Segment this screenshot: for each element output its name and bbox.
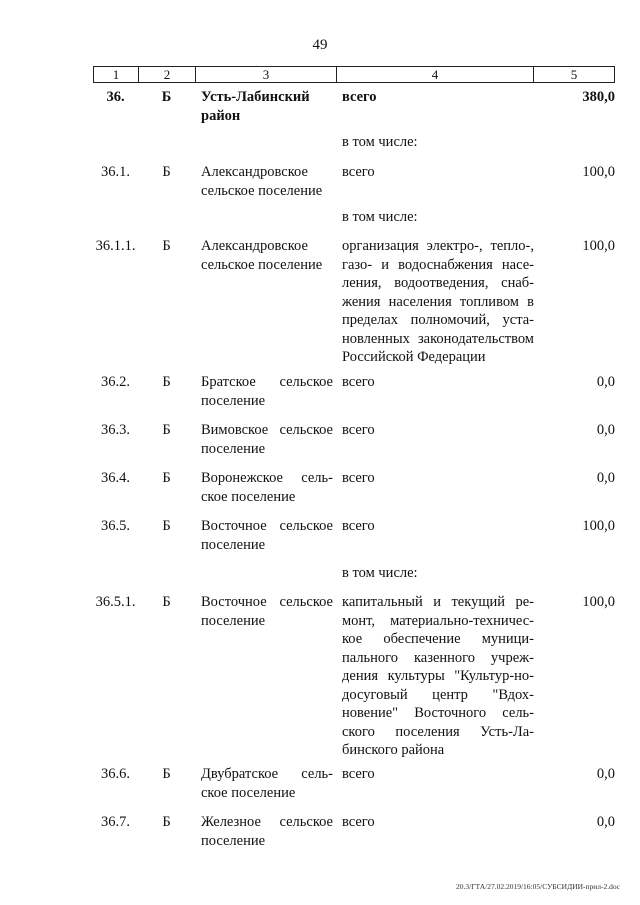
row-number: 36.1.1. xyxy=(95,238,136,254)
row-purpose: всего xyxy=(342,164,375,180)
row-name: Воронежское сель-ское поселение xyxy=(201,470,333,505)
row-amount: 100,0 xyxy=(582,594,615,610)
row-purpose: всего xyxy=(342,422,375,438)
row-category: Б xyxy=(162,766,171,782)
header-col-3: 3 xyxy=(196,67,337,82)
row-category: Б xyxy=(162,422,171,438)
row-amount: 0,0 xyxy=(596,766,615,782)
row-name: Александровское сельское поселение xyxy=(201,164,323,199)
row-amount: 100,0 xyxy=(582,518,615,534)
row-amount: 0,0 xyxy=(596,374,615,390)
row-category: Б xyxy=(162,470,171,486)
row-number: 36.2. xyxy=(101,374,130,390)
row-name: Двубратское сель-ское поселение xyxy=(201,766,333,801)
row-number: 36.1. xyxy=(101,164,130,180)
row-name: Восточное сельское поселение xyxy=(201,594,333,629)
row-category: Б xyxy=(161,89,172,105)
row-purpose: всего xyxy=(342,518,375,534)
row-name: Восточное сельское поселение xyxy=(201,518,333,553)
file-footer: 20.3/ГТА/27.02.2019/16:05/СУБСИДИИ-прил-2.doc xyxy=(455,882,620,891)
row-name: Вимовское сельское поселение xyxy=(201,422,333,457)
row-name: Усть-Лабинский район xyxy=(201,89,310,124)
row-number: 36.6. xyxy=(101,766,130,782)
header-col-5: 5 xyxy=(570,67,578,82)
row-name: Железное сельское поселение xyxy=(201,814,333,849)
including-label: в том числе: xyxy=(342,209,418,225)
row-category: Б xyxy=(162,238,171,254)
row-purpose: всего xyxy=(342,814,375,830)
page-number: 49 xyxy=(312,37,328,53)
row-purpose: всего xyxy=(342,374,375,390)
including-label: в том числе: xyxy=(342,134,418,150)
row-purpose: всего xyxy=(342,89,377,105)
row-category: Б xyxy=(162,594,171,610)
row-amount: 100,0 xyxy=(582,164,615,180)
row-amount: 0,0 xyxy=(596,422,615,438)
row-name: Братское сельское поселение xyxy=(201,374,333,409)
header-col-1: 1 xyxy=(94,67,139,82)
row-purpose: всего xyxy=(342,470,375,486)
row-category: Б xyxy=(162,814,171,830)
row-purpose: организация электро-, тепло-, газо- и водоснабжения насе-ления, водоотведения, снаб-жения населения топливом в пределах полномочий, уста-новленных законодательством Российской Федерации xyxy=(342,238,534,365)
row-number: 36.4. xyxy=(101,470,130,486)
row-number: 36.3. xyxy=(101,422,130,438)
row-category: Б xyxy=(162,518,171,534)
header-col-2: 2 xyxy=(139,67,196,82)
row-purpose: капитальный и текущий ре-монт, материально-техничес-кое обеспечение муници-пального казенного учреж-дения культуры "Культур-но-досуговый центр "Вдох-новение" Восточного сель-ского поселения Усть-Ла-бинского района xyxy=(342,594,534,758)
row-category: Б xyxy=(162,374,171,390)
row-purpose: всего xyxy=(342,766,375,782)
table-header xyxy=(93,66,615,83)
row-number: 36. xyxy=(106,89,125,105)
row-amount: 100,0 xyxy=(582,238,615,254)
including-label: в том числе: xyxy=(342,565,418,581)
row-amount: 0,0 xyxy=(596,814,615,830)
row-number: 36.5. xyxy=(101,518,130,534)
row-amount: 0,0 xyxy=(596,470,615,486)
row-category: Б xyxy=(162,164,171,180)
row-name: Александровское сельское поселение xyxy=(201,238,323,273)
row-amount: 380,0 xyxy=(582,89,615,105)
row-number: 36.5.1. xyxy=(95,594,136,610)
header-col-4: 4 xyxy=(337,67,534,82)
row-number: 36.7. xyxy=(101,814,130,830)
